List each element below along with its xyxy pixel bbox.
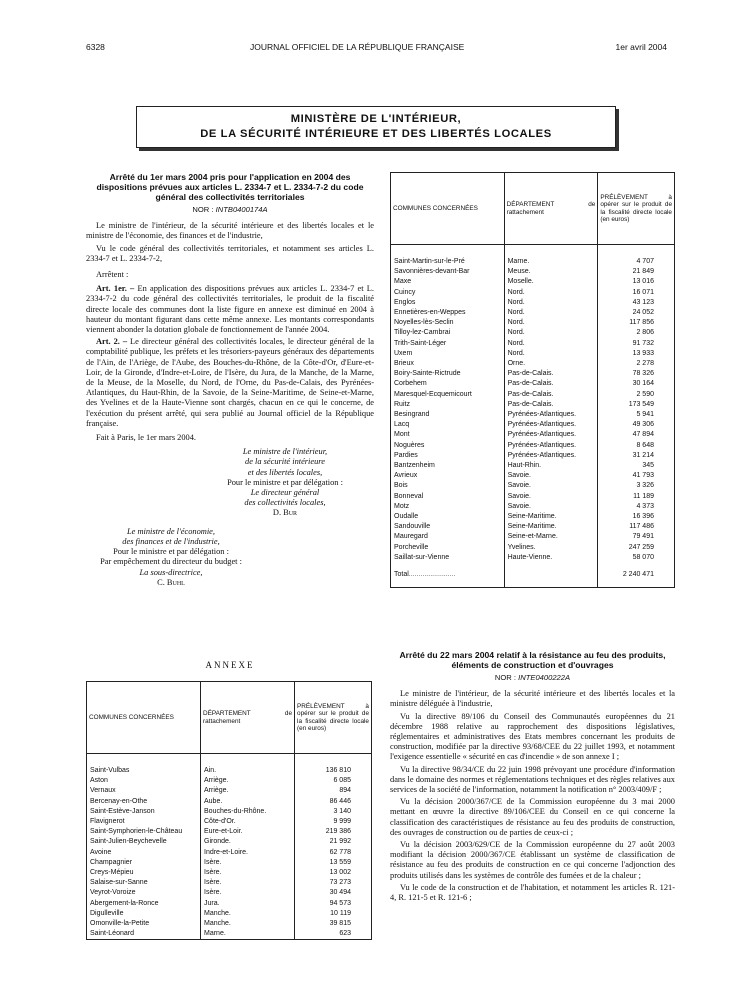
annexe-heading: ANNEXE	[205, 660, 255, 670]
cell-departement: Marne.	[201, 929, 295, 940]
table-row	[391, 461, 675, 471]
table-row	[87, 858, 372, 868]
col-prelevement: PRÉLÈVEMENT à opérer sur le produit de la fiscalité directe locale (en euros)	[295, 682, 372, 754]
cell-departement: Côte-d'Or.	[201, 817, 295, 827]
cell-prelevement: 117 486	[598, 522, 675, 532]
arrete-1-title: Arrêté du 1er mars 2004 pris pour l'application en 2004 des dispositions prévues aux articles L. 2334-7 et L. 2334-7-2 du code général des collectivités territoriales	[96, 172, 364, 202]
table-row	[87, 827, 372, 837]
cell-departement: Nord.	[504, 308, 598, 318]
table-row	[87, 837, 372, 847]
cell-prelevement: 31 214	[598, 451, 675, 461]
table-row	[391, 288, 675, 298]
cell-prelevement: 4 373	[598, 502, 675, 512]
cell-prelevement: 47 894	[598, 430, 675, 440]
cell-prelevement: 9 999	[295, 817, 372, 827]
cell-departement: Manche.	[201, 909, 295, 919]
table-row	[87, 878, 372, 888]
cell-commune: Salaise-sur-Sanne	[87, 878, 201, 888]
table-row	[87, 754, 372, 777]
cell-prelevement: 39 815	[295, 919, 372, 929]
cell-prelevement: 49 306	[598, 420, 675, 430]
cell-prelevement: 43 123	[598, 298, 675, 308]
cell-prelevement: 13 016	[598, 277, 675, 287]
col-prelevement: PRÉLÈVEMENT à opérer sur le produit de la fiscalité directe locale (en euros)	[598, 173, 675, 245]
col-communes: COMMUNES CONCERNÉES	[87, 682, 201, 754]
cell-departement: Pas-de-Calais.	[504, 369, 598, 379]
cell-prelevement: 94 573	[295, 899, 372, 909]
cell-commune: Saint-Julien-Beychevelle	[87, 837, 201, 847]
table-row	[391, 390, 675, 400]
cell-departement: Eure-et-Loir.	[201, 827, 295, 837]
cell-departement: Bouches-du-Rhône.	[201, 807, 295, 817]
cell-prelevement: 62 778	[295, 848, 372, 858]
cell-prelevement: 6 085	[295, 776, 372, 786]
table-row	[391, 532, 675, 542]
cell-departement: Manche.	[201, 919, 295, 929]
table-row	[391, 451, 675, 461]
cell-commune: Creys-Mépieu	[87, 868, 201, 878]
cell-departement: Jura.	[201, 899, 295, 909]
journal-title: JOURNAL OFFICIEL DE LA RÉPUBLIQUE FRANÇAISE	[250, 42, 465, 52]
cell-commune: Noyelles-lès-Seclin	[391, 318, 505, 328]
table-row	[391, 400, 675, 410]
cell-prelevement: 78 326	[598, 369, 675, 379]
col-communes: COMMUNES CONCERNÉES	[391, 173, 505, 245]
cell-departement: Pas-de-Calais.	[504, 390, 598, 400]
cell-prelevement: 58 070	[598, 553, 675, 563]
cell-departement: Seine-Maritime.	[504, 522, 598, 532]
cell-commune: Pardies	[391, 451, 505, 461]
arrete-2-visa-5: Vu le code de la construction et de l'habitation, et notamment les articles R. 121-4, R. 121-5 et R. 121-6 ;	[390, 882, 675, 903]
table-row	[391, 502, 675, 512]
cell-commune: Oudalle	[391, 512, 505, 522]
cell-departement: Pyrénées-Atlantiques.	[504, 420, 598, 430]
cell-commune: Porcheville	[391, 543, 505, 553]
table-row	[87, 786, 372, 796]
cell-commune: Bantzenheim	[391, 461, 505, 471]
cell-departement: Savoie.	[504, 502, 598, 512]
table-row	[391, 318, 675, 328]
table-row	[87, 919, 372, 929]
total-value: 2 240 471	[598, 563, 675, 587]
arrete-2-visa-4: Vu la décision 2003/629/CE de la Commission européenne du 27 août 2003 modifiant la décision 2000/367/CE établissant un système de classification de résistance au feu des produits de construction en ce qui concerne l'adjonction des produits utilisés dans les systèmes de contrôle des fumées et de la chaleur ;	[390, 840, 675, 880]
page-number: 6328	[86, 42, 105, 52]
total-label: Total........................	[391, 563, 505, 587]
signature-block-2: Le ministre de l'économie, des finances et de l'industrie, Pour le ministre et par délégation : Par empêchement du directeur du budget : La sous-directrice, C. Buhl	[100, 526, 242, 587]
table-row	[87, 929, 372, 940]
cell-departement: Yvelines.	[504, 543, 598, 553]
table-row	[87, 888, 372, 898]
arrete-1-visa: Vu le code général des collectivités territoriales, et notamment ses articles L. 2334-7 et L. 2334-7-2,	[86, 243, 374, 263]
table-row	[391, 349, 675, 359]
cell-departement: Savoie.	[504, 481, 598, 491]
col-departement: DÉPARTEMENT de rattachement	[504, 173, 598, 245]
cell-departement: Indre-et-Loire.	[201, 848, 295, 858]
cell-commune: Brieux	[391, 359, 505, 369]
cell-commune: Bonneval	[391, 492, 505, 502]
cell-commune: Avrieux	[391, 471, 505, 481]
cell-prelevement: 10 119	[295, 909, 372, 919]
cell-prelevement: 30 494	[295, 888, 372, 898]
table-row	[391, 481, 675, 491]
cell-commune: Digulleville	[87, 909, 201, 919]
cell-departement: Savoie.	[504, 492, 598, 502]
cell-commune: Besingrand	[391, 410, 505, 420]
table-row	[391, 298, 675, 308]
table-row	[391, 277, 675, 287]
cell-departement: Nord.	[504, 349, 598, 359]
cell-prelevement: 21 849	[598, 267, 675, 277]
cell-commune: Corbehem	[391, 379, 505, 389]
cell-commune: Champagnier	[87, 858, 201, 868]
arrete-2-visa-2: Vu la directive 98/34/CE du 22 juin 1998 prévoyant une procédure d'information dans le domaine des normes et réglementations techniques et des règles relatives aux services de la société de l'information, notamment la notification n° 2003/409/F ;	[390, 764, 675, 795]
cell-prelevement: 2 278	[598, 359, 675, 369]
cell-prelevement: 13 002	[295, 868, 372, 878]
cell-commune: Veyrot-Voroize	[87, 888, 201, 898]
cell-commune: Maresquel-Ecquemicourt	[391, 390, 505, 400]
cell-prelevement: 894	[295, 786, 372, 796]
annexe-table-left	[86, 681, 372, 940]
cell-prelevement: 345	[598, 461, 675, 471]
cell-departement: Pas-de-Calais.	[504, 379, 598, 389]
annexe-table-right	[390, 172, 675, 588]
arrete-1-arretent: Arrêtent :	[96, 270, 129, 280]
table-row	[391, 512, 675, 522]
cell-prelevement: 13 933	[598, 349, 675, 359]
table-row	[391, 543, 675, 553]
table-row	[87, 909, 372, 919]
cell-commune: Omonville-la-Petite	[87, 919, 201, 929]
cell-prelevement: 41 793	[598, 471, 675, 481]
cell-departement: Gironde.	[201, 837, 295, 847]
cell-departement: Pyrénées-Atlantiques.	[504, 441, 598, 451]
cell-commune: Vernaux	[87, 786, 201, 796]
cell-commune: Ruitz	[391, 400, 505, 410]
arrete-1	[86, 172, 374, 588]
cell-commune: Lacq	[391, 420, 505, 430]
cell-prelevement: 173 549	[598, 400, 675, 410]
ministry-heading	[136, 106, 616, 148]
cell-commune: Ennetières-en-Weppes	[391, 308, 505, 318]
cell-departement: Pyrénées-Atlantiques.	[504, 451, 598, 461]
table-row	[391, 410, 675, 420]
arrete-2-visa-1: Vu la directive 89/106 du Conseil des Communautés européennes du 21 décembre 1988 relative au rapprochement des dispositions législatives, réglementaires et administratives des Etats membres concernant les produits de construction, modifiée par la directive 93/68/CEE du 22 juillet 1993, et notamment l'exigence essentielle « sécurité en cas d'incendie » de son annexe I ;	[390, 711, 675, 762]
table-row	[391, 339, 675, 349]
table-row	[87, 868, 372, 878]
cell-commune: Mauregard	[391, 532, 505, 542]
table-row	[391, 420, 675, 430]
cell-departement: Isère.	[201, 868, 295, 878]
cell-prelevement: 8 648	[598, 441, 675, 451]
cell-departement: Aube.	[201, 797, 295, 807]
cell-departement: Isère.	[201, 888, 295, 898]
cell-departement: Nord.	[504, 298, 598, 308]
table-row	[391, 430, 675, 440]
cell-prelevement: 16 396	[598, 512, 675, 522]
table-row	[391, 553, 675, 563]
cell-departement: Isère.	[201, 878, 295, 888]
cell-commune: Englos	[391, 298, 505, 308]
cell-departement: Moselle.	[504, 277, 598, 287]
cell-commune: Saint-Estève-Janson	[87, 807, 201, 817]
cell-prelevement: 247 259	[598, 543, 675, 553]
arrete-2-visa-3: Vu la décision 2000/367/CE de la Commission européenne du 3 mai 2000 mettant en œuvre la directive 89/106/CEE du Conseil en ce qui concerne la classification des caractéristiques de résistance au feu des produits de construction, des ouvrages de construction ou de parties de ceux-ci ;	[390, 797, 675, 837]
arrete-2-nor: NOR : INTE0400222A	[494, 673, 571, 682]
col-departement: DÉPARTEMENT de rattachement	[201, 682, 295, 754]
cell-prelevement: 3 140	[295, 807, 372, 817]
cell-departement: Marne.	[504, 245, 598, 268]
cell-departement: Arriège.	[201, 786, 295, 796]
cell-prelevement: 79 491	[598, 532, 675, 542]
cell-commune: Boiry-Sainte-Rictrude	[391, 369, 505, 379]
cell-departement: Seine-et-Marne.	[504, 532, 598, 542]
cell-departement: Nord.	[504, 288, 598, 298]
cell-prelevement: 11 189	[598, 492, 675, 502]
cell-departement: Nord.	[504, 328, 598, 338]
cell-commune: Maxe	[391, 277, 505, 287]
cell-commune: Saint-Vulbas	[87, 754, 201, 777]
cell-departement: Pas-de-Calais.	[504, 400, 598, 410]
cell-departement: Arriège.	[201, 776, 295, 786]
cell-prelevement: 3 326	[598, 481, 675, 491]
cell-prelevement: 24 052	[598, 308, 675, 318]
table-row	[391, 267, 675, 277]
cell-prelevement: 86 446	[295, 797, 372, 807]
cell-prelevement: 2 806	[598, 328, 675, 338]
table-row	[87, 817, 372, 827]
cell-departement: Nord.	[504, 339, 598, 349]
cell-commune: Bois	[391, 481, 505, 491]
cell-departement: Isère.	[201, 858, 295, 868]
table-row	[87, 807, 372, 817]
arrete-2-title: Arrêté du 22 mars 2004 relatif à la résistance au feu des produits, éléments de construction et d'ouvrages	[399, 650, 666, 670]
table-row	[391, 245, 675, 268]
cell-prelevement: 117 856	[598, 318, 675, 328]
signature-block-1: Le ministre de l'intérieur, de la sécurité intérieure et des libertés locales, Pour le ministre et par délégation : Le directeur général des collectivités locales, D. Bur	[227, 447, 343, 518]
total-row	[391, 563, 675, 587]
ministry-line-1: MINISTÈRE DE L'INTÉRIEUR,	[290, 113, 462, 125]
cell-commune: Trith-Saint-Léger	[391, 339, 505, 349]
cell-commune: Savonnières-devant-Bar	[391, 267, 505, 277]
issue-date: 1er avril 2004	[615, 42, 667, 52]
cell-departement: Meuse.	[504, 267, 598, 277]
table-row	[391, 471, 675, 481]
cell-prelevement: 136 810	[295, 754, 372, 777]
table-row	[391, 369, 675, 379]
cell-prelevement: 21 992	[295, 837, 372, 847]
arrete-1-article-2: Art. 2. – Le directeur général des collectivités locales, le directeur général de la comptabilité publique, les préfets et les trésoriers-payeurs généraux des départements de l'Ain, de l'Ariège, de l'Aube, des Bouches-du-Rhône, de la Côte-d'Or, d'Eure-et-Loir, de la Gironde, d'Indre-et-Loire, de l'Isère, du Jura, de la Manche, de la Marne, de la Meuse, de la Moselle, du Nord, de l'Orne, du Pas-de-Calais, des Pyrénées-Atlantiques, du Haut-Rhin, de la Savoie, de la Seine-Maritime, de Seine-et-Marne, des Yvelines et de la Haute-Vienne sont chargés, chacun en ce qui le concerne, de l'exécution du présent arrêté, qui sera publié au Journal officiel de la République française.	[86, 337, 375, 428]
table-row	[87, 899, 372, 909]
cell-departement: Ain.	[201, 754, 295, 777]
table-row	[87, 797, 372, 807]
cell-commune: Bercenay-en-Othe	[87, 797, 201, 807]
cell-prelevement: 5 941	[598, 410, 675, 420]
cell-departement: Pyrénées-Atlantiques.	[504, 410, 598, 420]
cell-prelevement: 73 273	[295, 878, 372, 888]
cell-commune: Saint-Martin-sur-le-Pré	[391, 245, 505, 268]
table-row	[87, 776, 372, 786]
cell-commune: Aston	[87, 776, 201, 786]
cell-commune: Uxem	[391, 349, 505, 359]
table-row	[391, 328, 675, 338]
table-row	[391, 522, 675, 532]
cell-commune: Mont	[391, 430, 505, 440]
cell-prelevement: 13 559	[295, 858, 372, 868]
arrete-1-preamble: Le ministre de l'intérieur, de la sécurité intérieure et des libertés locales et le ministre de l'économie, des finances et de l'industrie,	[86, 221, 374, 241]
cell-commune: Flavignerot	[87, 817, 201, 827]
cell-commune: Noguères	[391, 441, 505, 451]
cell-departement: Orne.	[504, 359, 598, 369]
arrete-1-article-1: Art. 1er. – En application des dispositions prévues aux articles L. 2334-7 et L. 2334-7-2 du code général des collectivités territoriales, le produit de la fiscalité directe locale des communes dont la liste figure en annexe est diminué en 2004 à hauteur du montant figurant dans cette même annexe. Les montants correspondants viennent abonder la dotation globale de fonctionnement de l'année 2004.	[86, 284, 374, 335]
table-row	[391, 308, 675, 318]
cell-prelevement: 4 707	[598, 245, 675, 268]
cell-departement: Nord.	[504, 318, 598, 328]
cell-prelevement: 16 071	[598, 288, 675, 298]
cell-commune: Motz	[391, 502, 505, 512]
cell-departement: Savoie.	[504, 471, 598, 481]
arrete-2-preamble: Le ministre de l'intérieur, de la sécurité intérieure et des libertés locales et la ministre déléguée à l'industrie,	[390, 689, 675, 709]
cell-prelevement: 2 590	[598, 390, 675, 400]
cell-prelevement: 30 164	[598, 379, 675, 389]
table-row	[391, 379, 675, 389]
cell-commune: Sandouville	[391, 522, 505, 532]
table-row	[391, 359, 675, 369]
arrete-1-nor: NOR : INTB0400174A	[192, 205, 268, 214]
cell-prelevement: 219 386	[295, 827, 372, 837]
cell-commune: Saillat-sur-Vienne	[391, 553, 505, 563]
cell-prelevement: 623	[295, 929, 372, 940]
arrete-2	[390, 650, 675, 905]
cell-departement: Pyrénées-Atlantiques.	[504, 430, 598, 440]
cell-commune: Saint-Léonard	[87, 929, 201, 940]
table-row	[391, 492, 675, 502]
cell-commune: Avoine	[87, 848, 201, 858]
cell-departement: Haute-Vienne.	[504, 553, 598, 563]
cell-prelevement: 91 732	[598, 339, 675, 349]
cell-commune: Saint-Symphorien-le-Château	[87, 827, 201, 837]
cell-commune: Cuincy	[391, 288, 505, 298]
table-row	[87, 848, 372, 858]
arrete-1-fait: Fait à Paris, le 1er mars 2004.	[96, 433, 197, 443]
cell-departement: Haut-Rhin.	[504, 461, 598, 471]
cell-commune: Tilloy-lez-Cambrai	[391, 328, 505, 338]
ministry-line-2: DE LA SÉCURITÉ INTÉRIEURE ET DES LIBERTÉS LOCALES	[200, 128, 552, 140]
cell-commune: Abergement-la-Ronce	[87, 899, 201, 909]
cell-departement: Seine-Maritime.	[504, 512, 598, 522]
table-row	[391, 441, 675, 451]
